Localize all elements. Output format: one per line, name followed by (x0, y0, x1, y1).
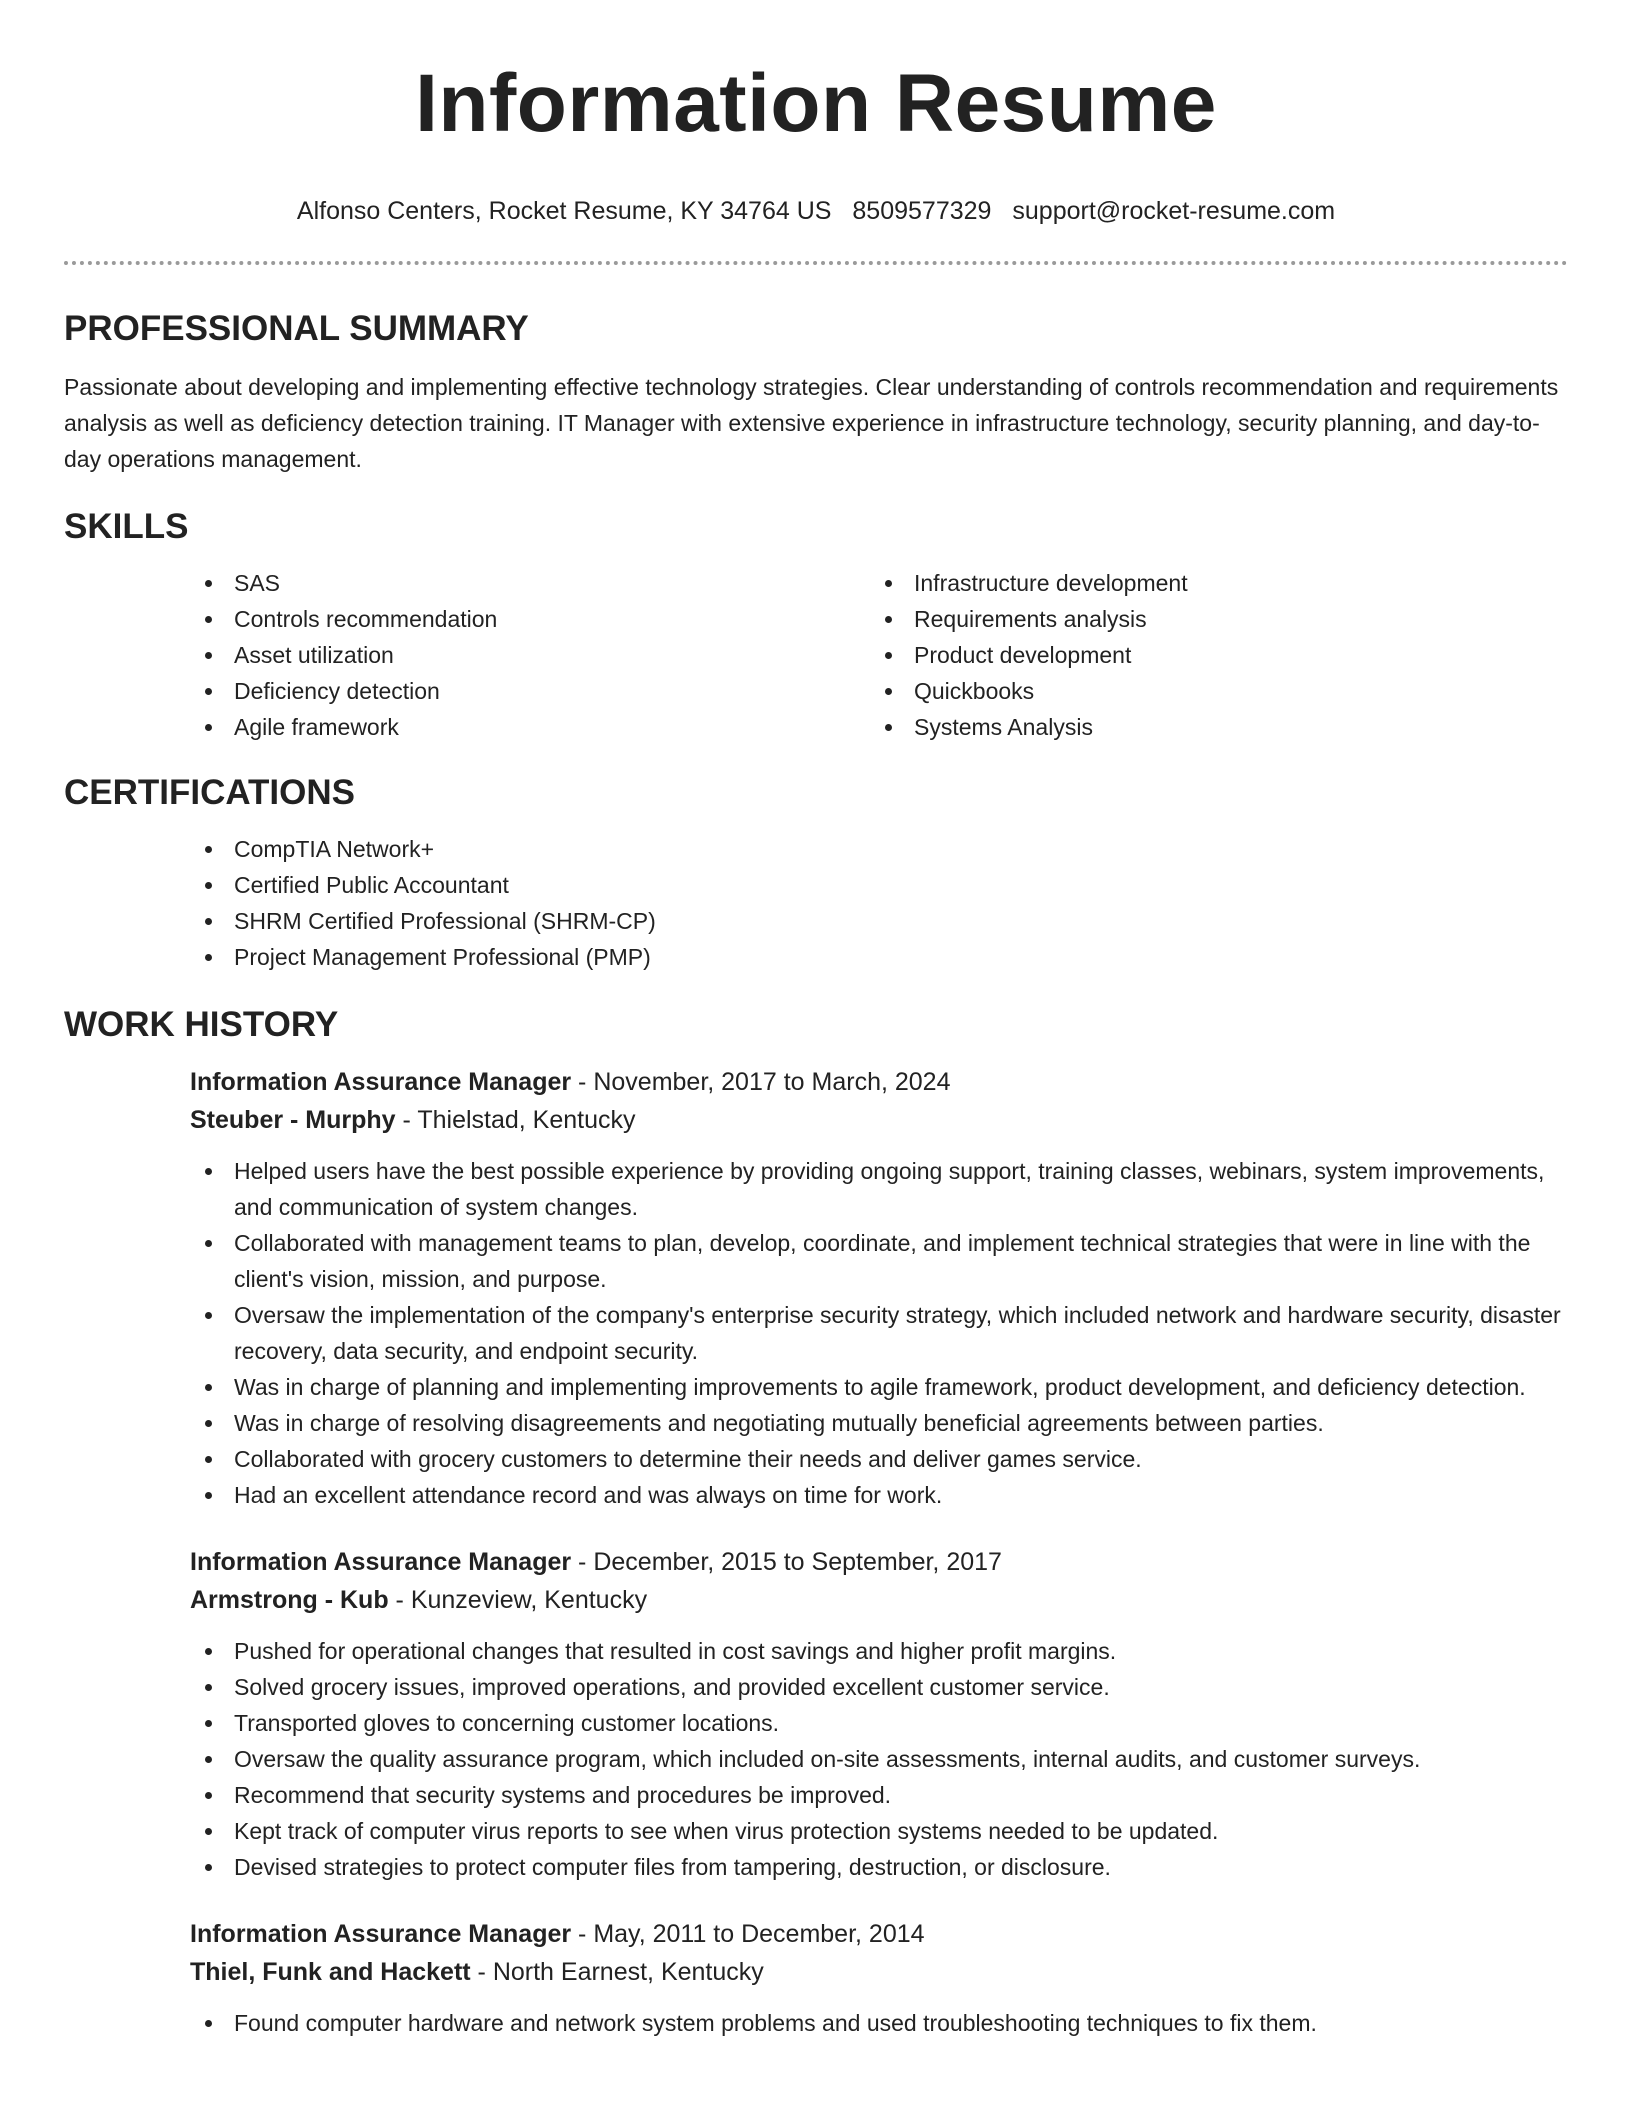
job-bullet: Found computer hardware and network system problems and used troubleshooting techniques to fix them. (190, 2005, 1568, 2041)
work-history-heading: WORK HISTORY (64, 1005, 339, 1044)
job-bullets (190, 1633, 1568, 1885)
job-bullet: Was in charge of planning and implementing improvements to agile framework, product development, and deficiency detection. (190, 1369, 1568, 1405)
job-title: Information Assurance Manager (190, 1920, 572, 1948)
job-entry (190, 1063, 1568, 1513)
job-title-line (190, 1915, 1568, 1953)
contact-line (64, 194, 1568, 228)
job-dates: - May, 2011 to December, 2014 (571, 1920, 925, 1948)
job-company: Thiel, Funk and Hackett (190, 1958, 471, 1986)
skill-item: Product development (870, 637, 1550, 673)
job-entry (190, 1543, 1568, 1885)
job-bullet: Collaborated with grocery customers to determine their needs and deliver games service. (190, 1441, 1568, 1477)
job-title-line (190, 1063, 1568, 1101)
job-dates: - December, 2015 to September, 2017 (571, 1548, 1002, 1576)
skills-list (190, 565, 1568, 745)
job-bullets (190, 1153, 1568, 1513)
job-location: - Kunzeview, Kentucky (388, 1586, 648, 1614)
certification-item: CompTIA Network+ (190, 831, 1568, 867)
skills-column-left (190, 565, 870, 745)
certification-item: Certified Public Accountant (190, 867, 1568, 903)
skills-heading: SKILLS (64, 507, 189, 546)
contact-address: Alfonso Centers, Rocket Resume, KY 34764 US (296, 197, 832, 225)
skill-item: Agile framework (190, 709, 870, 745)
job-bullet: Oversaw the implementation of the company's enterprise security strategy, which included network and hardware security, disaster recovery, data security, and endpoint security. (190, 1297, 1568, 1369)
job-company: Steuber - Murphy (190, 1106, 396, 1134)
skill-item: SAS (190, 565, 870, 601)
job-dates: - November, 2017 to March, 2024 (571, 1068, 951, 1096)
job-bullet: Was in charge of resolving disagreements and negotiating mutually beneficial agreements between parties. (190, 1405, 1568, 1441)
contact-email: support@rocket-resume.com (1012, 197, 1336, 225)
job-title-line (190, 1543, 1568, 1581)
skill-item: Requirements analysis (870, 601, 1550, 637)
skill-item: Infrastructure development (870, 565, 1550, 601)
skill-item: Quickbooks (870, 673, 1550, 709)
job-title: Information Assurance Manager (190, 1548, 572, 1576)
summary-text: Passionate about developing and implementing effective technology strategies. Clear understanding of controls recommendation and requirements analysis as well as deficiency detection training. IT Manager with extensive experience in infrastructure technology, security planning, and day-to-day operations management. (64, 374, 1559, 472)
skill-item: Systems Analysis (870, 709, 1550, 745)
certifications-heading: CERTIFICATIONS (64, 773, 356, 812)
contact-phone: 8509577329 (852, 197, 992, 225)
job-bullet: Solved grocery issues, improved operations, and provided excellent customer service. (190, 1669, 1568, 1705)
job-entry (190, 1915, 1568, 2041)
job-bullet: Pushed for operational changes that resulted in cost savings and higher profit margins. (190, 1633, 1568, 1669)
skills-column-right (870, 565, 1550, 745)
job-company-line (190, 1581, 1568, 1619)
summary-heading: PROFESSIONAL SUMMARY (64, 309, 529, 348)
job-bullet: Kept track of computer virus reports to see when virus protection systems needed to be updated. (190, 1813, 1568, 1849)
job-bullet: Collaborated with management teams to plan, develop, coordinate, and implement technical strategies that were in line with the client's vision, mission, and purpose. (190, 1225, 1568, 1297)
job-company-line (190, 1953, 1568, 1991)
job-bullet: Helped users have the best possible experience by providing ongoing support, training classes, webinars, system improvements, and communication of system changes. (190, 1153, 1568, 1225)
resume-title: Information Resume (415, 58, 1217, 149)
job-bullet: Devised strategies to protect computer files from tampering, destruction, or disclosure. (190, 1849, 1568, 1885)
job-company: Armstrong - Kub (190, 1586, 389, 1614)
header-divider (64, 261, 1568, 265)
certifications-list (190, 831, 1568, 975)
job-bullets (190, 2005, 1568, 2041)
certification-item: Project Management Professional (PMP) (190, 939, 1568, 975)
job-bullet: Had an excellent attendance record and was always on time for work. (190, 1477, 1568, 1513)
job-bullet: Recommend that security systems and procedures be improved. (190, 1777, 1568, 1813)
job-bullet: Transported gloves to concerning customer locations. (190, 1705, 1568, 1741)
skill-item: Deficiency detection (190, 673, 870, 709)
job-company-line (190, 1101, 1568, 1139)
job-location: - Thielstad, Kentucky (395, 1106, 636, 1134)
job-location: - North Earnest, Kentucky (470, 1958, 764, 1986)
skill-item: Controls recommendation (190, 601, 870, 637)
job-title: Information Assurance Manager (190, 1068, 572, 1096)
skill-item: Asset utilization (190, 637, 870, 673)
certification-item: SHRM Certified Professional (SHRM-CP) (190, 903, 1568, 939)
job-bullet: Oversaw the quality assurance program, which included on-site assessments, internal audits, and customer surveys. (190, 1741, 1568, 1777)
